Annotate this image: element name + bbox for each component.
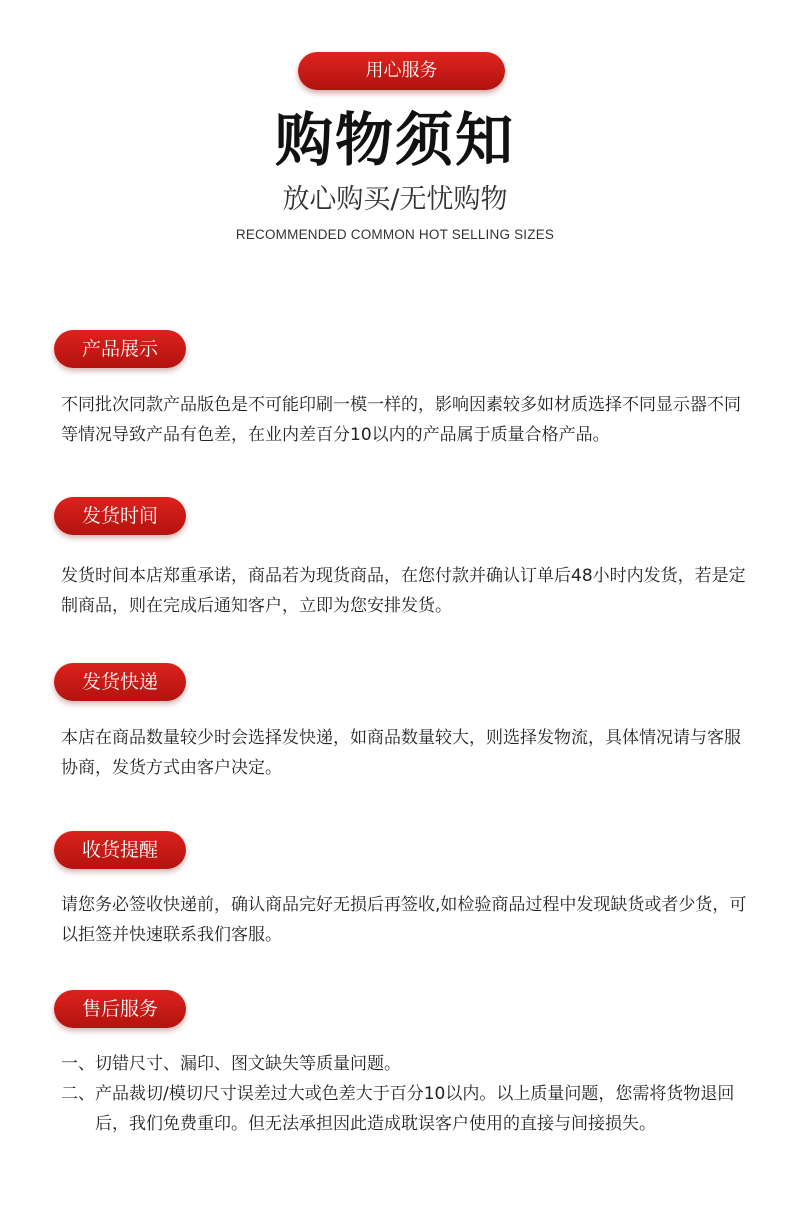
list-item	[61, 1049, 751, 1079]
list-item	[61, 1079, 751, 1139]
section-body-receipt-reminder: 请您务必签收快递前，确认商品完好无损后再签收,如检验商品过程中发现缺货或者少货，可以拒签并快速联系我们客服。	[61, 895, 747, 945]
list-item-number: 一、	[61, 1054, 95, 1074]
page-subtitle: 放心购买/无忧购物	[282, 184, 508, 215]
list-item-text: 产品裁切/模切尺寸误差过大或色差大于百分10以内。以上质量问题，您需将货物退回后，我们免费重印。但无法承担因此造成耽误客户使用的直接与间接损失。	[95, 1084, 735, 1134]
after-sales-list	[61, 1049, 751, 1139]
page-title: 购物须知	[274, 106, 515, 174]
section-title-receipt-reminder: 收货提醒	[54, 831, 186, 869]
section-body-product-display: 不同批次同款产品版色是不可能印刷一模一样的，影响因素较多如材质选择不同显示器不同等情况导致产品有色差，在业内差百分10以内的产品属于质量合格产品。	[61, 395, 741, 445]
section-title-shipping-time: 发货时间	[54, 497, 186, 535]
section-title-after-sales: 售后服务	[54, 990, 186, 1028]
section-title-product-display: 产品展示	[54, 330, 186, 368]
list-item-number: 二、	[61, 1084, 95, 1104]
section-title-courier: 发货快递	[54, 663, 186, 701]
list-item-text: 切错尺寸、漏印、图文缺失等质量问题。	[95, 1054, 401, 1074]
section-body-shipping-time: 发货时间本店郑重承诺，商品若为现货商品，在您付款并确认订单后48小时内发货，若是定制商品，则在完成后通知客户，立即为您安排发货。	[61, 566, 746, 616]
section-body-courier: 本店在商品数量较少时会选择发快递，如商品数量较大，则选择发物流，具体情况请与客服协商，发货方式由客户决定。	[61, 728, 741, 778]
header-badge: 用心服务	[298, 52, 505, 90]
english-subtitle: RECOMMENDED COMMON HOT SELLING SIZES	[235, 227, 555, 242]
